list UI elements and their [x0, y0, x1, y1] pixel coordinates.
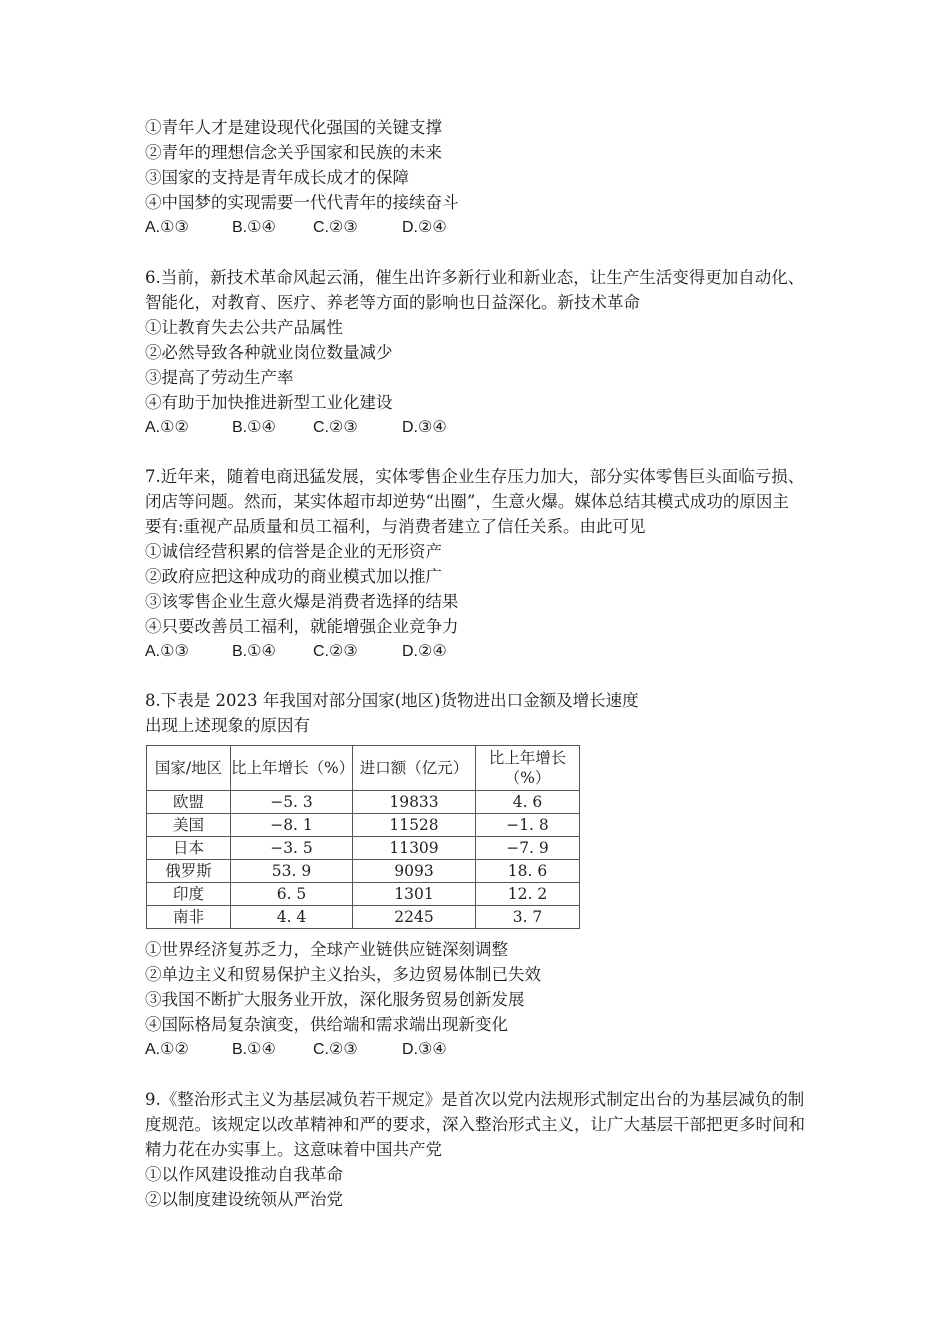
- table-cell: 6. 5: [231, 883, 353, 906]
- q7-stem-line-1: 7.近年来，随着电商迅猛发展，实体零售企业生存压力加大，部分实体零售巨头面临亏损、: [145, 467, 805, 486]
- table-cell: 日本: [147, 837, 231, 860]
- table-row: [147, 906, 580, 929]
- header-import-amount: 进口额（亿元）: [353, 746, 476, 791]
- table-cell: 19833: [353, 791, 476, 814]
- table-header-row: [147, 746, 580, 791]
- q8-item-2: ②单边主义和贸易保护主义抬头，多边贸易体制已失效: [145, 965, 541, 984]
- option-d: D.②④: [402, 219, 447, 236]
- option-d: D.③④: [402, 419, 447, 436]
- table-cell: −8. 1: [231, 814, 353, 837]
- option-c: C.②③: [313, 1041, 358, 1058]
- q7-options: [145, 639, 462, 664]
- q5-item-1: ①青年人才是建设现代化强国的关键支撑: [145, 118, 442, 137]
- table-cell: 欧盟: [147, 791, 231, 814]
- q7-stem-line-2: 闭店等问题。然而，某实体超市却逆势“出圈”，生意火爆。媒体总结其模式成功的原因主: [145, 492, 789, 511]
- q6-item-3: ③提高了劳动生产率: [145, 368, 294, 387]
- table-row: [147, 837, 580, 860]
- table-cell: −3. 5: [231, 837, 353, 860]
- q6-item-1: ①让教育失去公共产品属性: [145, 318, 343, 337]
- header-export-growth: 比上年增长（%）: [231, 746, 353, 791]
- q8-item-3: ③我国不断扩大服务业开放，深化服务贸易创新发展: [145, 990, 525, 1009]
- table-cell: −1. 8: [476, 814, 580, 837]
- table-cell: −5. 3: [231, 791, 353, 814]
- option-b: B.①④: [232, 419, 276, 436]
- q7-stem-line-3: 要有:重视产品质量和员工福利，与消费者建立了信任关系。由此可见: [145, 517, 646, 536]
- table-cell: 12. 2: [476, 883, 580, 906]
- q6-stem-line-1: 6.当前，新技术革命风起云涌，催生出许多新行业和新业态，让生产生活变得更加自动化、: [145, 268, 805, 287]
- q8-stem-line-2: 出现上述现象的原因有: [145, 716, 310, 735]
- q6-stem-line-2: 智能化，对教育、医疗、养老等方面的影响也日益深化。新技术革命: [145, 293, 640, 312]
- q7-item-2: ②政府应把这种成功的商业模式加以推广: [145, 567, 442, 586]
- table-cell: 1301: [353, 883, 476, 906]
- table-row: [147, 883, 580, 906]
- q9-item-2: ②以制度建设统领从严治党: [145, 1190, 343, 1209]
- option-b: B.①④: [232, 643, 276, 660]
- q8-stem-line-1: 8.下表是 2023 年我国对部分国家(地区)货物进出口金额及增长速度: [145, 691, 639, 710]
- q8-item-4: ④国际格局复杂演变，供给端和需求端出现新变化: [145, 1015, 508, 1034]
- table-cell: 11309: [353, 837, 476, 860]
- option-d: D.②④: [402, 643, 447, 660]
- option-b: B.①④: [232, 219, 276, 236]
- table-cell: 4. 6: [476, 791, 580, 814]
- q9-item-1: ①以作风建设推动自我革命: [145, 1165, 343, 1184]
- q9-stem-line-1: 9.《整治形式主义为基层减负若干规定》是首次以党内法规形式制定出台的为基层减负的制: [145, 1090, 805, 1109]
- table-row: [147, 814, 580, 837]
- table-cell: 18. 6: [476, 860, 580, 883]
- q6-item-4: ④有助于加快推进新型工业化建设: [145, 393, 393, 412]
- table-cell: −7. 9: [476, 837, 580, 860]
- option-c: C.②③: [313, 219, 358, 236]
- table-cell: 美国: [147, 814, 231, 837]
- table-cell: 俄罗斯: [147, 860, 231, 883]
- q9-stem-line-2: 度规范。该规定以改革精神和严的要求，深入整治形式主义，让广大基层干部把更多时间和: [145, 1115, 805, 1134]
- option-a: A.①③: [145, 219, 189, 236]
- table-cell: 3. 7: [476, 906, 580, 929]
- q5-item-3: ③国家的支持是青年成长成才的保障: [145, 168, 409, 187]
- q6-options: [145, 415, 462, 440]
- table-cell: 11528: [353, 814, 476, 837]
- q7-item-3: ③该零售企业生意火爆是消费者选择的结果: [145, 592, 459, 611]
- header-import-growth: 比上年增长（%）: [476, 746, 580, 791]
- option-c: C.②③: [313, 419, 358, 436]
- option-a: A.①③: [145, 643, 189, 660]
- option-a: A.①②: [145, 419, 189, 436]
- q7-item-1: ①诚信经营积累的信誉是企业的无形资产: [145, 542, 442, 561]
- table-row: [147, 791, 580, 814]
- q8-options: [145, 1037, 462, 1062]
- table-cell: 南非: [147, 906, 231, 929]
- table-row: [147, 860, 580, 883]
- option-d: D.③④: [402, 1041, 447, 1058]
- table-cell: 印度: [147, 883, 231, 906]
- q5-item-4: ④中国梦的实现需要一代代青年的接续奋斗: [145, 193, 459, 212]
- table-cell: 2245: [353, 906, 476, 929]
- option-b: B.①④: [232, 1041, 276, 1058]
- q9-stem-line-3: 精力花在办实事上。这意味着中国共产党: [145, 1140, 442, 1159]
- trade-table: [146, 745, 580, 929]
- table-cell: 4. 4: [231, 906, 353, 929]
- option-a: A.①②: [145, 1041, 189, 1058]
- table-cell: 53. 9: [231, 860, 353, 883]
- q7-item-4: ④只要改善员工福利，就能增强企业竞争力: [145, 617, 459, 636]
- q5-options: [145, 215, 462, 240]
- option-c: C.②③: [313, 643, 358, 660]
- table-cell: 9093: [353, 860, 476, 883]
- header-region: 国家/地区: [147, 746, 231, 791]
- q5-item-2: ②青年的理想信念关乎国家和民族的未来: [145, 143, 442, 162]
- q8-item-1: ①世界经济复苏乏力，全球产业链供应链深刻调整: [145, 940, 508, 959]
- q6-item-2: ②必然导致各种就业岗位数量减少: [145, 343, 393, 362]
